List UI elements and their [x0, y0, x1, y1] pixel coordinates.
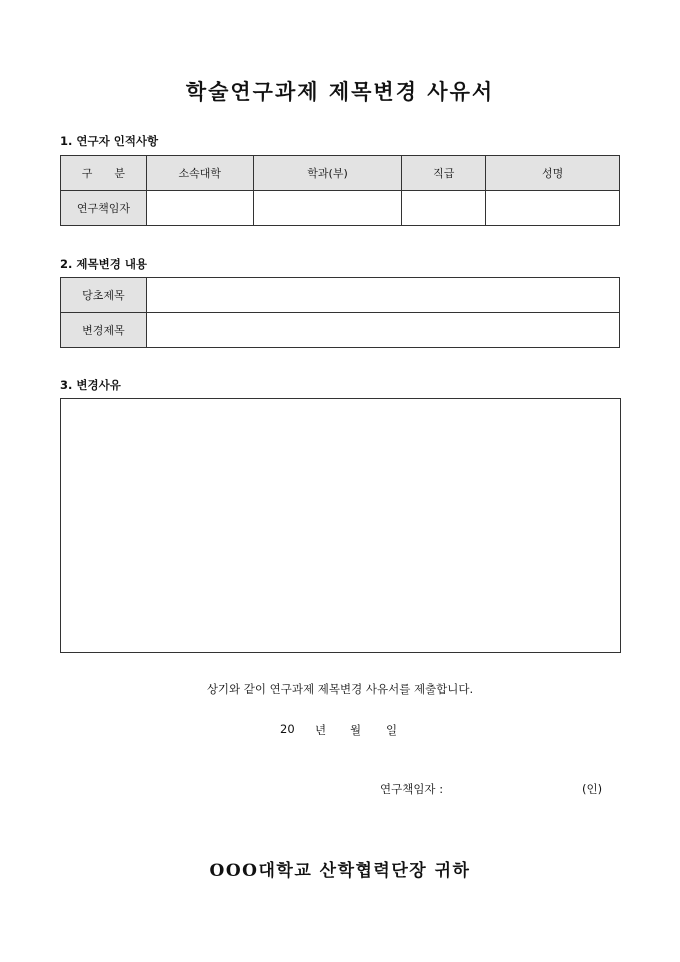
submission-statement: 상기와 같이 연구과제 제목변경 사유서를 제출합니다.: [206, 682, 474, 696]
date-month-unit: 월: [350, 723, 362, 737]
header-university: 소속대학: [146, 156, 253, 191]
researcher-info-table: [60, 155, 620, 226]
table-header-row: [61, 156, 620, 191]
recipient-line: OOO대학교 산학협력단장 귀하: [209, 861, 471, 881]
table-row: [61, 313, 620, 348]
section3-heading: 3. 변경사유: [60, 378, 121, 392]
header-name: 성명: [486, 156, 620, 191]
name-cell[interactable]: [486, 191, 620, 226]
header-category: 구 분: [61, 156, 147, 191]
document-title: 학술연구과제 제목변경 사유서: [185, 79, 495, 104]
date-day-unit: 일: [386, 723, 398, 737]
section2-heading: 2. 제목변경 내용: [60, 257, 148, 271]
signature-label: 연구책임자 :: [380, 782, 444, 796]
original-title-cell[interactable]: [146, 278, 619, 313]
date-year-prefix: 20: [280, 722, 295, 736]
change-reason-box[interactable]: [60, 398, 621, 653]
university-cell[interactable]: [146, 191, 253, 226]
seal-mark: (인): [582, 782, 603, 796]
changed-title-label: 변경제목: [61, 313, 147, 348]
table-row: [61, 191, 620, 226]
date-year-unit: 년: [315, 723, 327, 737]
row-label-principal-investigator: 연구책임자: [61, 191, 147, 226]
original-title-label: 당초제목: [61, 278, 147, 313]
header-department: 학과(부): [253, 156, 402, 191]
position-cell[interactable]: [402, 191, 486, 226]
table-row: [61, 278, 620, 313]
department-cell[interactable]: [253, 191, 402, 226]
header-position: 직급: [402, 156, 486, 191]
section1-heading: 1. 연구자 인적사항: [60, 134, 159, 148]
changed-title-cell[interactable]: [146, 313, 619, 348]
title-change-table: [60, 277, 620, 348]
